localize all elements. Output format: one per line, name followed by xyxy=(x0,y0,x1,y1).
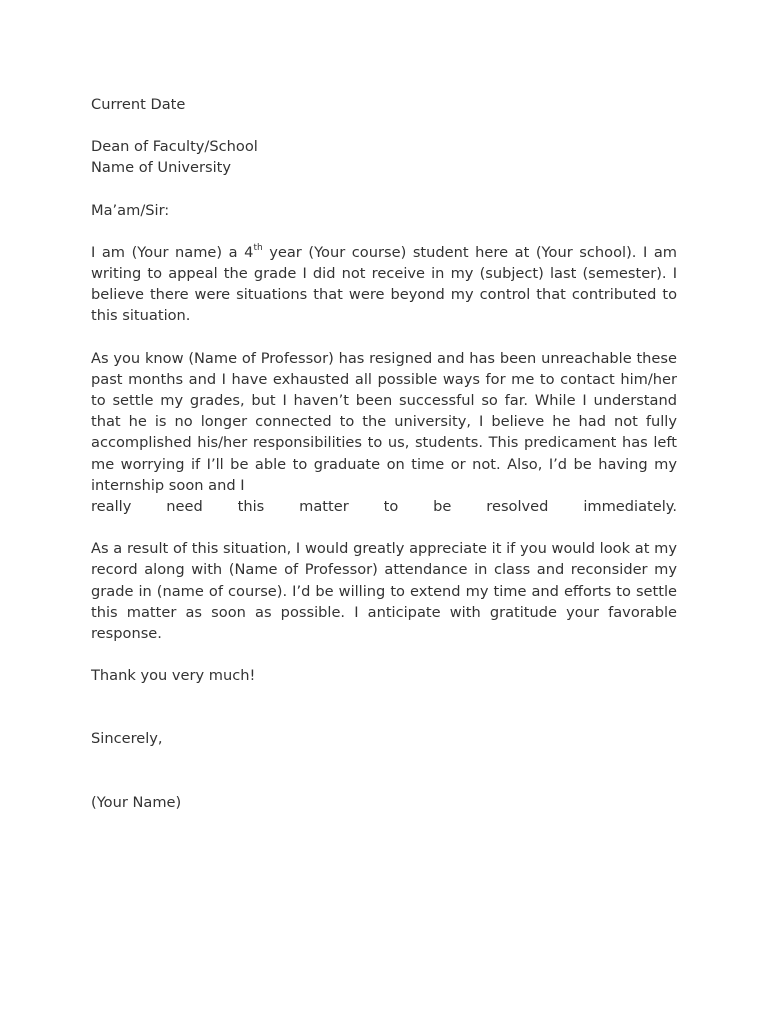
closing: Sincerely, xyxy=(91,730,163,748)
spacer xyxy=(91,221,677,242)
spacer xyxy=(91,686,677,728)
spacer xyxy=(91,327,677,348)
paragraph-1-part-2: year (Your course) student here at (Your school). I am writing to appeal the grade I did not receive in my (subject) last (semester). I believe there were situations that were beyond my control that contributed to this situation. xyxy=(91,243,677,325)
spacer xyxy=(91,750,677,792)
paragraph-1-part-1: I am (Your name) a 4 xyxy=(91,243,254,261)
letter-date: Current Date xyxy=(91,96,186,113)
spacer xyxy=(91,179,677,200)
paragraph-2 xyxy=(91,348,677,496)
thanks-line: Thank you very much! xyxy=(91,667,256,685)
spacer xyxy=(91,644,677,665)
paragraph-2-main: As you know (Name of Professor) has resigned and has been unreachable these past months and I have exhausted all possible ways for me to contact him/her to settle my grades, but I haven’t been successful so far. While I understand that he is no longer connected to the university, I believe he had not fully accomplished his/her responsibilities to us, students. This predicament has left me worrying if I’ll be able to graduate on time or not. Also, I’d be having my internship soon and I xyxy=(91,349,677,494)
ordinal-suffix: th xyxy=(253,242,263,253)
recipient-line-2: Name of University xyxy=(91,159,232,177)
paragraph-3: As a result of this situation, I would greatly appreciate it if you would look at my record along with (Name of Professor) attendance in class and reconsider my grade in (name of course). I’d be willing to extend my time and efforts to settle this matter as soon as possible. I anticipate with gratitude your favorable response. xyxy=(91,540,677,643)
paragraph-1 xyxy=(91,242,677,327)
salutation: Ma’am/Sir: xyxy=(91,201,170,219)
paragraph-2-last-line xyxy=(91,496,677,517)
recipient-line-1: Dean of Faculty/School xyxy=(91,138,258,156)
signature: (Your Name) xyxy=(91,793,182,811)
spacer xyxy=(91,517,677,538)
letter-body xyxy=(91,94,677,813)
spacer xyxy=(91,115,677,136)
paragraph-2-last: really need this matter to be resolved immediately. xyxy=(91,498,677,516)
